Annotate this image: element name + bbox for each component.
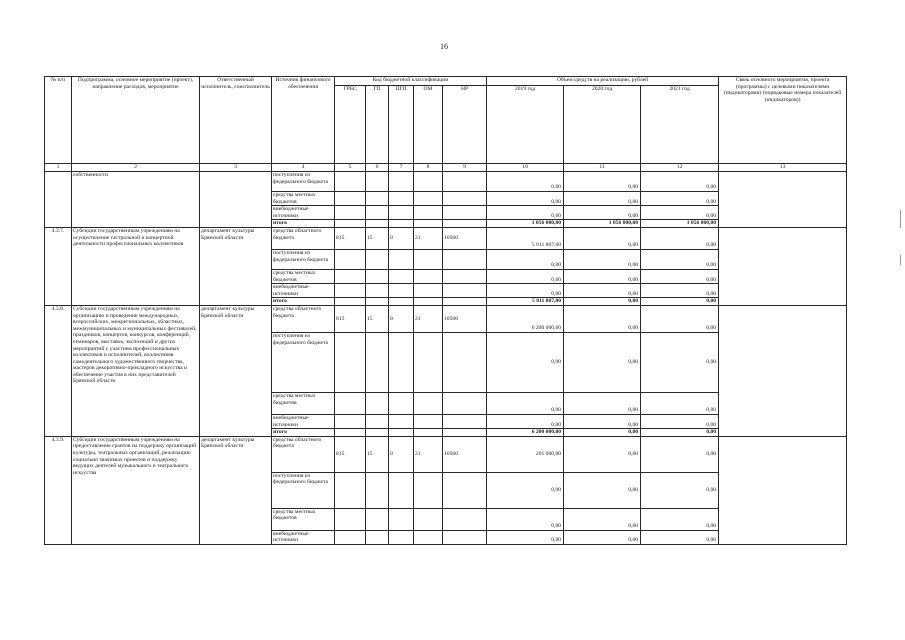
- header-no: № п/п: [45, 77, 72, 164]
- pgp-cell: 0: [389, 305, 414, 332]
- measure-number: 4.3.7.: [45, 227, 72, 305]
- source-cell: итого: [272, 429, 335, 437]
- om-cell: 21: [414, 227, 443, 249]
- value-2021: 0,00: [641, 436, 719, 472]
- source-cell: внебюджетные источники: [272, 284, 335, 298]
- value-2020: 0,00: [564, 284, 641, 298]
- colnum: 1: [45, 164, 72, 172]
- value-2019: 0,00: [487, 472, 564, 508]
- value-2020: 0,00: [564, 429, 641, 437]
- source-cell: поступления из федерального бюджета: [272, 332, 335, 392]
- header-kbk: Код бюджетной классификации: [335, 77, 487, 86]
- measure-text: Субсидии государственным учреждениям на осуществление гастрольной и концертной деятельности профессиональных коллективов: [72, 227, 200, 305]
- source-cell: средства областного бюджета: [272, 227, 335, 249]
- scan-edge-mark: [900, 210, 901, 228]
- value-2021: 0,00: [641, 227, 719, 249]
- budget-table: [44, 76, 847, 545]
- header-pgp: ПГП: [389, 86, 414, 164]
- gp-cell: 15: [366, 436, 389, 472]
- header-np: НР: [443, 86, 487, 164]
- value-2019: 1 056 000,00: [487, 220, 564, 228]
- colnum: 8: [414, 164, 443, 172]
- value-2021: 0,00: [641, 206, 719, 220]
- value-2021: 0,00: [641, 284, 719, 298]
- source-cell: средства местных бюджетов: [272, 269, 335, 283]
- colnum: 10: [487, 164, 564, 172]
- responsible-cell: департамент культуры Брянской области: [200, 436, 272, 544]
- header-om: ОМ: [414, 86, 443, 164]
- grbs-cell: 815: [335, 227, 366, 249]
- value-2020: 0,00: [564, 249, 641, 269]
- om-cell: 21: [414, 436, 443, 472]
- value-2020: 1 056 000,00: [564, 220, 641, 228]
- om-cell: 21: [414, 305, 443, 332]
- value-2021: 0,00: [641, 249, 719, 269]
- np-cell: 10560: [443, 227, 487, 249]
- value-2019: 0,00: [487, 530, 564, 544]
- source-cell: поступления из федерального бюджета: [272, 172, 335, 192]
- value-2020: 0,00: [564, 172, 641, 192]
- colnum: 3: [200, 164, 272, 172]
- header-volume: Объем средств на реализацию, рублей: [487, 77, 719, 86]
- value-2019: 0,00: [487, 508, 564, 530]
- source-cell: итого: [272, 298, 335, 306]
- value-2021: 0,00: [641, 530, 719, 544]
- header-link: Связь основного мероприятия, проекта (программы) с целевыми показателями (индикаторами) (порядковые номера показателей (индикаторов)): [719, 77, 847, 164]
- value-2020: 0,00: [564, 332, 641, 392]
- value-2021: 0,00: [641, 429, 719, 437]
- value-2021: 0,00: [641, 298, 719, 306]
- colnum: 7: [389, 164, 414, 172]
- value-2019: 5 011 807,00: [487, 298, 564, 306]
- value-2021: 0,00: [641, 414, 719, 428]
- value-2021: 1 056 000,00: [641, 220, 719, 228]
- responsible-cell: департамент культуры Брянской области: [200, 227, 272, 305]
- measure-text: собственности: [72, 172, 200, 228]
- gp-cell: 15: [366, 227, 389, 249]
- value-2019: 0,00: [487, 206, 564, 220]
- value-2021: 0,00: [641, 172, 719, 192]
- value-2020: 0,00: [564, 206, 641, 220]
- source-cell: средства областного бюджета: [272, 436, 335, 472]
- source-cell: средства местных бюджетов: [272, 192, 335, 206]
- measure-text: Субсидии государственным учреждениям на организацию и проведение международных, всероссийских, межрегиональных, областных, межмуниципальных и муниципальных фестивалей, праздников, концертов, конкурсов, конференций, семинаров, выставок, экспозиций и других мероприятий с участием профессиональных коллективов и исполнителей, коллективов самодеятельного художественного творчества, мастеров декоративно-прикладного искусства и обеспечение участия в них представителей Брянской области: [72, 305, 200, 436]
- value-2020: 0,00: [564, 269, 641, 283]
- value-2019: 0,00: [487, 392, 564, 414]
- value-2020: 0,00: [564, 392, 641, 414]
- measure-text: Субсидии государственным учреждениям на предоставление грантов на поддержку организаций культуры, театральных организаций, реализацию социально значимых проектов и поддержку ведущих деятелей музыкального и театрального искусства: [72, 436, 200, 544]
- value-2020: 0,00: [564, 472, 641, 508]
- colnum: 5: [335, 164, 366, 172]
- value-2021: 0,00: [641, 269, 719, 283]
- pgp-cell: 0: [389, 436, 414, 472]
- source-cell: внебюджетные источники: [272, 206, 335, 220]
- colnum: 13: [719, 164, 847, 172]
- np-cell: 10560: [443, 436, 487, 472]
- colnum: 6: [366, 164, 389, 172]
- scan-edge-mark: [900, 255, 901, 265]
- colnum: 12: [641, 164, 719, 172]
- value-2020: 0,00: [564, 414, 641, 428]
- value-2019: 0,00: [487, 172, 564, 192]
- source-cell: итого: [272, 220, 335, 228]
- column-numbers-row: [45, 164, 847, 172]
- value-2019: 0,00: [487, 249, 564, 269]
- header-2021: 2021 год: [641, 86, 719, 164]
- value-2019: 0,00: [487, 284, 564, 298]
- header-2019: 2019 год: [487, 86, 564, 164]
- table-row: [45, 227, 847, 249]
- colnum: 11: [564, 164, 641, 172]
- value-2021: 0,00: [641, 332, 719, 392]
- table-row: [45, 436, 847, 472]
- value-2019: 0,00: [487, 269, 564, 283]
- measure-number: 4.3.9.: [45, 436, 72, 544]
- source-cell: поступления из федерального бюджета: [272, 249, 335, 269]
- header-subprogram: Подпрограмма, основное мероприятие (проект), направление расходов, мероприятие: [72, 77, 200, 164]
- colnum: 2: [72, 164, 200, 172]
- value-2019: 6 200 000,00: [487, 429, 564, 437]
- header-2020: 2020 год: [564, 86, 641, 164]
- value-2021: 0,00: [641, 305, 719, 332]
- header-source: Источник финансового обеспечения: [272, 77, 335, 164]
- measure-number: 4.3.8.: [45, 305, 72, 436]
- value-2021: 0,00: [641, 192, 719, 206]
- value-2020: 0,00: [564, 298, 641, 306]
- value-2019: 0,00: [487, 332, 564, 392]
- value-2019: 0,00: [487, 414, 564, 428]
- np-cell: 10560: [443, 305, 487, 332]
- value-2019: 5 011 807,00: [487, 227, 564, 249]
- source-cell: поступления из федерального бюджета: [272, 472, 335, 508]
- source-cell: внебюджетные источники: [272, 530, 335, 544]
- source-cell: средства местных бюджетов: [272, 508, 335, 530]
- header-grbs: ГРБС: [335, 86, 366, 164]
- source-cell: средства местных бюджетов: [272, 392, 335, 414]
- value-2019: 201 000,00: [487, 436, 564, 472]
- header-row-1: [45, 77, 847, 86]
- value-2019: 6 200 000,00: [487, 305, 564, 332]
- value-2020: 0,00: [564, 192, 641, 206]
- grbs-cell: 815: [335, 305, 366, 332]
- header-responsible: Ответственный исполнитель, соисполнитель: [200, 77, 272, 164]
- value-2020: 0,00: [564, 508, 641, 530]
- pgp-cell: 0: [389, 227, 414, 249]
- page-number: 16: [440, 42, 448, 51]
- value-2021: 0,00: [641, 508, 719, 530]
- header-gp: ГП: [366, 86, 389, 164]
- source-cell: внебюджетные источники: [272, 414, 335, 428]
- value-2020: 0,00: [564, 227, 641, 249]
- gp-cell: 15: [366, 305, 389, 332]
- value-2021: 0,00: [641, 392, 719, 414]
- colnum: 4: [272, 164, 335, 172]
- value-2020: 0,00: [564, 530, 641, 544]
- colnum: 9: [443, 164, 487, 172]
- table-row: [45, 172, 847, 192]
- table-row: [45, 305, 847, 332]
- value-2021: 0,00: [641, 472, 719, 508]
- value-2020: 0,00: [564, 436, 641, 472]
- responsible-cell: департамент культуры Брянской области: [200, 305, 272, 436]
- value-2019: 0,00: [487, 192, 564, 206]
- value-2020: 0,00: [564, 305, 641, 332]
- source-cell: средства областного бюджета: [272, 305, 335, 332]
- grbs-cell: 815: [335, 436, 366, 472]
